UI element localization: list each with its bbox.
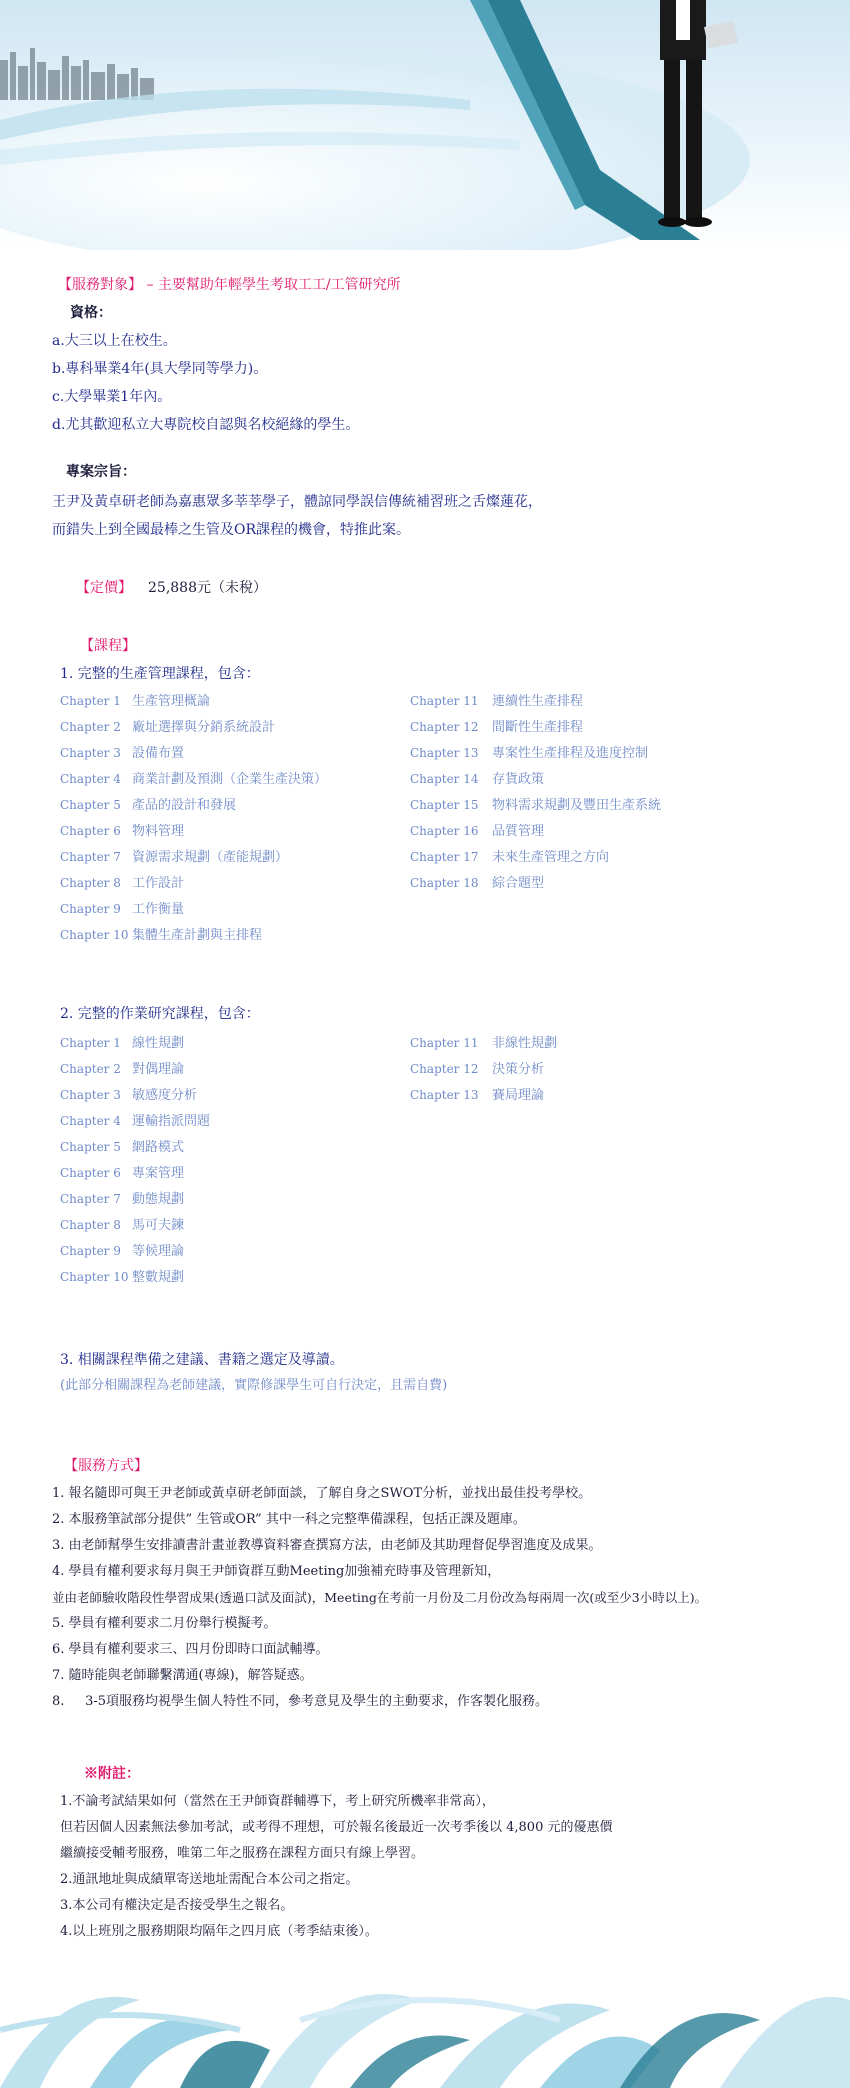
chapter-number: Chapter 13 [410,1088,479,1102]
chapter-number: Chapter 6 [60,824,121,838]
target-title: 【服務對象】 – 主要幫助年輕學生考取工工/工管研究所 [58,277,401,293]
chapter-number: Chapter 10 [60,1270,129,1284]
purpose-line: 而錯失上到全國最棒之生管及OR課程的機會，特推此案。 [52,522,411,538]
chapter-number: Chapter 7 [60,850,121,864]
chapter-number: Chapter 11 [410,694,479,708]
chapter-title: 商業計劃及預測（企業生產決策） [132,772,328,787]
service-line: 1. 報名隨即可與王尹老師或黃卓研老師面談，了解自身之SWOT分析，並找出最佳投考學校。 [52,1486,592,1501]
chapter-title: 物料需求規劃及豐田生產系統 [492,798,662,813]
qualification-item: c.大學畢業1年內。 [52,389,172,405]
chapter-row [60,768,327,788]
chapter-number: Chapter 15 [410,798,479,812]
chapter-row [60,872,184,892]
chapter-row [60,1266,184,1286]
chapter-title: 綜合題型 [492,876,545,891]
service-line: 5. 學員有權利要求二月份舉行模擬考。 [52,1616,277,1631]
purpose-label: 專案宗旨： [66,464,136,480]
chapter-number: Chapter 8 [60,876,121,890]
footer-wave-decoration [0,1960,850,2088]
chapter-row [410,794,661,814]
chapter-title: 設備布置 [132,746,185,761]
qualification-label: 資格： [70,305,112,321]
chapter-row [60,794,236,814]
chapter-row [410,716,583,736]
chapter-number: Chapter 14 [410,772,479,786]
or-course-title: 2. 完整的作業研究課程，包含： [60,1006,260,1022]
chapter-number: Chapter 4 [60,1114,121,1128]
chapter-number: Chapter 12 [410,720,479,734]
or-chapters-left [60,1032,400,1292]
target-section [0,275,850,445]
chapter-row [60,742,184,762]
or-chapters-right [410,1032,810,1112]
chapter-row [410,820,544,840]
chapter-row [60,1058,184,1078]
chapter-row [410,742,648,762]
chapter-row [60,898,184,918]
service-line: 並由老師驗收階段性學習成果(透過口試及面試)，Meeting在考前一月份及二月份改為每兩周一次(或至少3小時以上)。 [52,1590,708,1605]
chapter-number: Chapter 2 [60,720,121,734]
chapter-title: 間斷性生產排程 [492,720,584,735]
chapter-number: Chapter 12 [410,1062,479,1076]
chapter-title: 整數規劃 [132,1270,185,1285]
notes-label: ※附註： [84,1766,140,1782]
chapter-number: Chapter 1 [60,1036,121,1050]
chapter-number: Chapter 4 [60,772,121,786]
purpose-line: 王尹及黃卓研老師為嘉惠眾多莘莘學子，體諒同學誤信傳統補習班之舌燦蓮花， [52,494,542,510]
chapter-row [410,1084,544,1104]
chapter-title: 資源需求規劃（產能規劃） [132,850,289,865]
chapter-number: Chapter 3 [60,746,121,760]
service-line: 6. 學員有權利要求三、四月份即時口面試輔導。 [52,1642,329,1657]
qualification-item: d.尤其歡迎私立大專院校自認與名校絕緣的學生。 [52,417,360,433]
chapter-row [60,1188,184,1208]
chapter-row [60,1136,184,1156]
chapter-title: 決策分析 [492,1062,545,1077]
chapter-number: Chapter 8 [60,1218,121,1232]
chapter-row [410,846,609,866]
note-line: 但若因個人因素無法參加考試，或考得不理想，可於報名後最近一次考季後以 4,800 元的優惠價 [60,1820,613,1835]
chapter-title: 生產管理概論 [132,694,211,709]
related-course-note: (此部分相關課程為老師建議，實際修課學生可自行決定，且需自費) [60,1378,448,1393]
chapter-row [410,1058,544,1078]
qualification-item: b.專科畢業4年(具大學同等學力)。 [52,361,268,377]
chapter-row [60,1084,197,1104]
chapter-title: 品質管理 [492,824,545,839]
service-list [0,1484,850,1724]
production-course-title: 1. 完整的生產管理課程，包含： [60,666,260,682]
qualification-item: a.大三以上在校生。 [52,333,177,349]
chapter-row [410,1032,557,1052]
chapter-number: Chapter 2 [60,1062,121,1076]
chapter-number: Chapter 5 [60,798,121,812]
chapter-title: 工作衡量 [132,902,185,917]
purpose-section [0,462,850,542]
chapter-row [60,1214,184,1234]
service-line: 4. 學員有權利要求每月與王尹師資群互動Meeting加強補充時事及管理新知， [52,1564,501,1579]
chapter-row [60,846,288,866]
price-section [0,578,850,602]
chapter-row [410,768,544,788]
chapter-title: 工作設計 [132,876,185,891]
chapter-number: Chapter 18 [410,876,479,890]
chapter-title: 等候理論 [132,1244,185,1259]
chapter-title: 存貨政策 [492,772,545,787]
chapter-title: 廠址選擇與分銷系統設計 [132,720,276,735]
service-line: 7. 隨時能與老師聯繫溝通(專線)，解答疑惑。 [52,1668,313,1683]
service-line: 3. 由老師幫學生安排讀書計畫並教導資料審查撰寫方法，由老師及其助理督促學習進度及成果。 [52,1538,602,1553]
notes-list [0,1792,850,1942]
chapter-title: 動態規劃 [132,1192,185,1207]
chapter-row [60,1032,184,1052]
note-line: 2.通訊地址與成績單寄送地址需配合本公司之指定。 [60,1872,359,1887]
chapter-number: Chapter 16 [410,824,479,838]
chapter-row [60,1240,184,1260]
chapter-number: Chapter 11 [410,1036,479,1050]
service-line: 8. 3-5項服務均視學生個人特性不同，參考意見及學生的主動要求，作客製化服務。 [52,1694,549,1709]
note-line: 4.以上班別之服務期限均隔年之四月底（考季結束後）。 [60,1924,378,1939]
chapter-title: 運輸指派問題 [132,1114,211,1129]
service-line: 2. 本服務筆試部分提供” 生管或OR” 其中一科之完整準備課程，包括正課及題庫。 [52,1512,526,1527]
note-line: 3.本公司有權決定是否接受學生之報名。 [60,1898,294,1913]
chapter-title: 連續性生產排程 [492,694,584,709]
note-line: 1.不論考試結果如何（當然在王尹師資群輔導下，考上研究所機率非常高）， [60,1794,495,1809]
chapter-number: Chapter 13 [410,746,479,760]
chapter-row [60,1162,184,1182]
chapter-title: 賽局理論 [492,1088,545,1103]
chapter-number: Chapter 10 [60,928,129,942]
production-chapters-right [410,690,810,900]
chapter-row [410,690,583,710]
courses-label: 【課程】 [80,638,136,654]
production-chapters-left [60,690,400,950]
chapter-title: 非線性規劃 [492,1036,558,1051]
chapter-title: 專案性生產排程及進度控制 [492,746,649,761]
chapter-number: Chapter 3 [60,1088,121,1102]
chapter-title: 網路模式 [132,1140,185,1155]
chapter-number: Chapter 7 [60,1192,121,1206]
chapter-number: Chapter 9 [60,902,121,916]
chapter-title: 敏感度分析 [132,1088,198,1103]
chapter-title: 集體生產計劃與主排程 [132,928,263,943]
chapter-title: 未來生產管理之方向 [492,850,610,865]
note-line: 繼續接受輔考服務，唯第二年之服務在課程方面只有線上學習。 [60,1846,425,1861]
chapter-row [60,1110,210,1130]
chapter-title: 物料管理 [132,824,185,839]
price-label: 【定價】 [76,580,132,596]
chapter-number: Chapter 9 [60,1244,121,1258]
chapter-number: Chapter 5 [60,1140,121,1154]
service-label: 【服務方式】 [64,1458,148,1474]
chapter-number: Chapter 1 [60,694,121,708]
chapter-row [60,716,275,736]
chapter-title: 產品的設計和發展 [132,798,237,813]
chapter-number: Chapter 17 [410,850,479,864]
chapter-title: 馬可夫鍊 [132,1218,185,1233]
chapter-row [60,690,210,710]
chapter-title: 專案管理 [132,1166,185,1181]
chapter-number: Chapter 6 [60,1166,121,1180]
chapter-title: 線性規劃 [132,1036,185,1051]
chapter-title: 對偶理論 [132,1062,185,1077]
price-value: 25,888元（未稅） [148,580,267,596]
related-course-title: 3. 相關課程準備之建議、書籍之選定及導讀。 [60,1352,344,1368]
chapter-row [60,820,184,840]
header-banner-illustration [0,0,850,250]
chapter-row [60,924,262,944]
chapter-row [410,872,544,892]
